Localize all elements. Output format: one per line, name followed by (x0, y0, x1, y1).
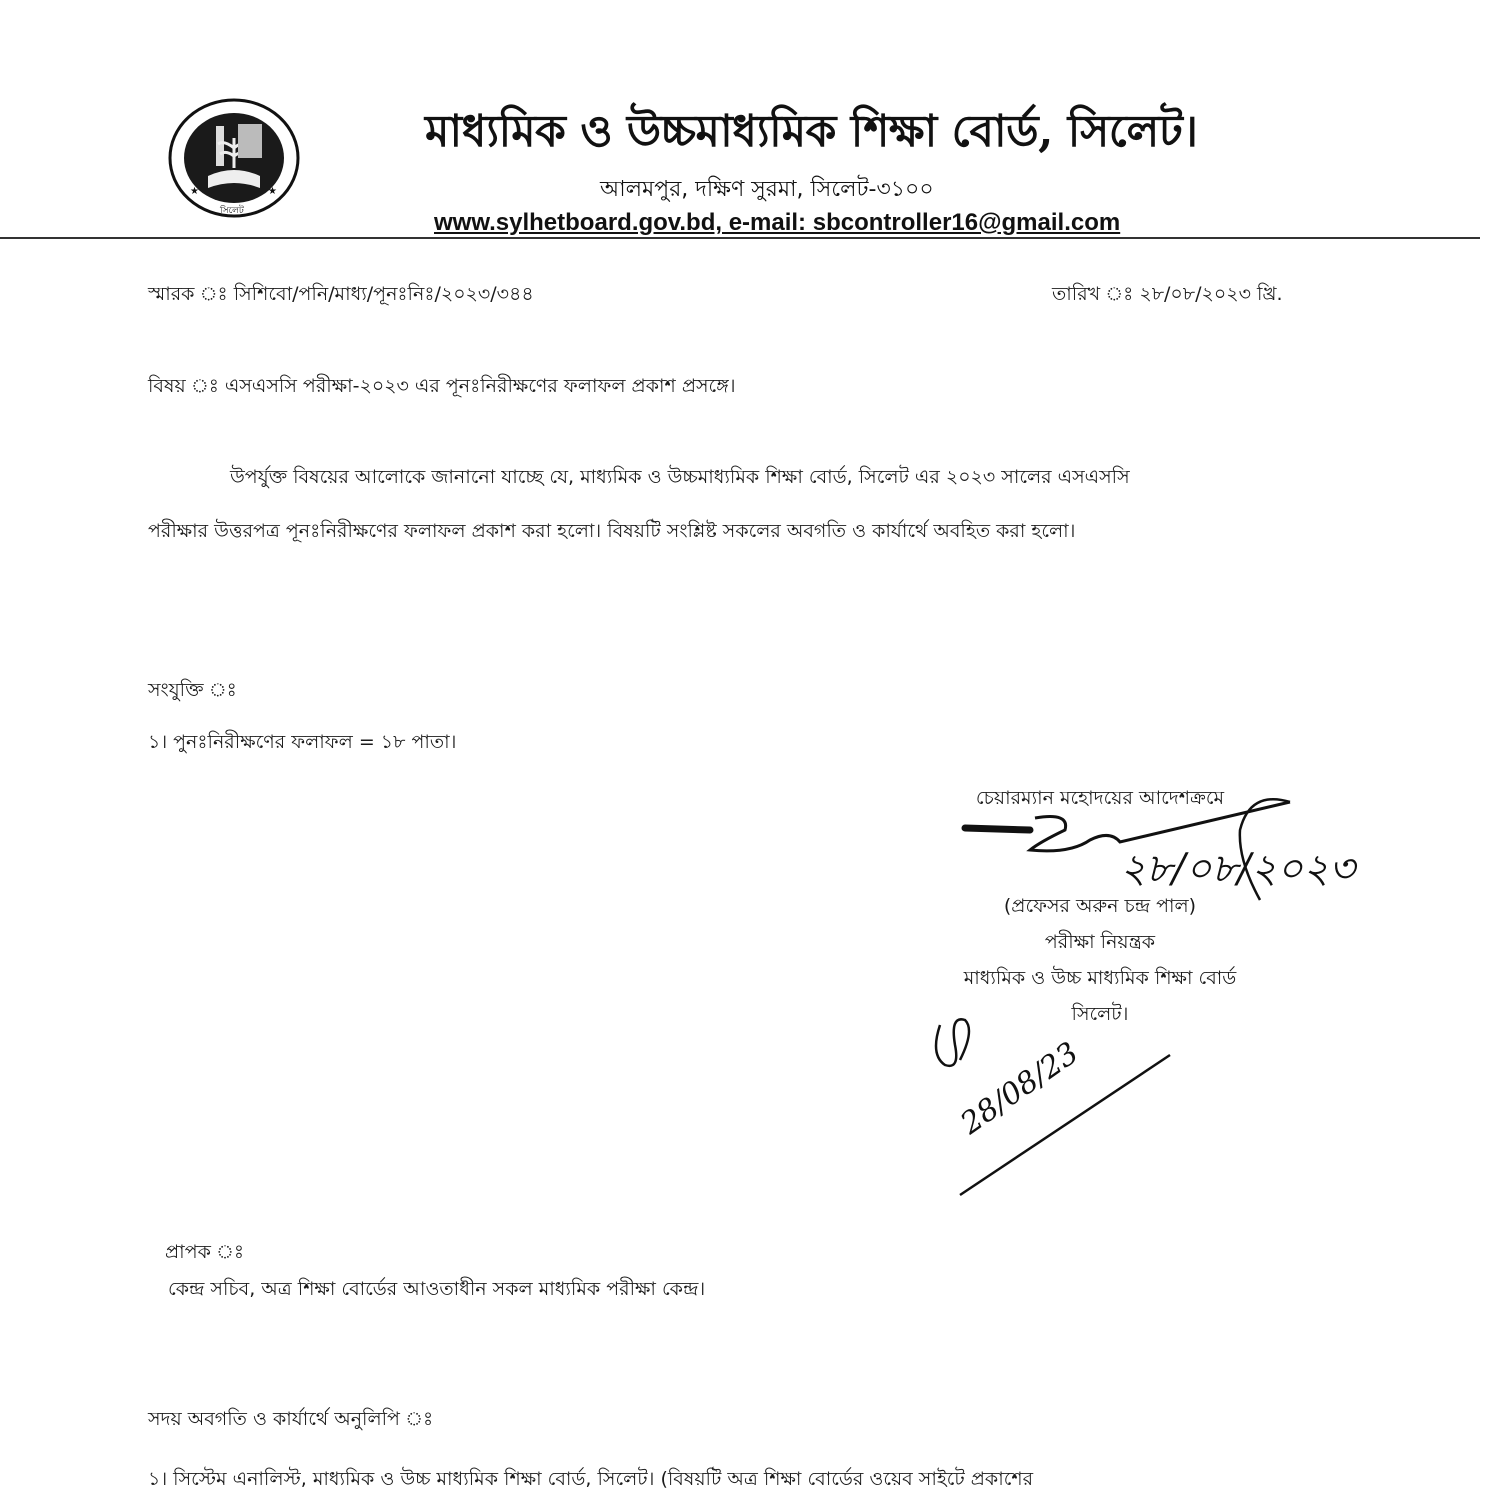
svg-text:★: ★ (190, 186, 199, 197)
by-order-text: চেয়ারম্যান মহোদয়ের আদেশক্রমে (975, 787, 1225, 809)
letterhead-title: মাধ্যমিক ও উচ্চমাধ্যমিক শিক্ষা বোর্ড, সিলেট। (425, 106, 1198, 157)
copy-item: ১। সিস্টেম এনালিস্ট, মাধ্যমিক ও উচ্চ মাধ্যমিক শিক্ষা বোর্ড, সিলেট। (বিষয়টি অত্র শিক্ষা বোর্ডের ওয়েব সাইটে প্রকাশের (148, 1468, 1034, 1490)
board-seal-logo (168, 98, 300, 218)
letterhead-contact[interactable]: www.sylhetboard.gov.bd, e-mail: sbcontroller16@gmail.com (434, 209, 1121, 236)
sylhet-board-seal-icon (168, 98, 300, 218)
body-paragraph-line-1: উপর্যুক্ত বিষয়ের আলোকে জানানো যাচ্ছে যে, মাধ্যমিক ও উচ্চমাধ্যমিক শিক্ষা বোর্ড, সিলেট এর ২০২৩ সালের এসএসসি (230, 466, 1130, 488)
signatory-organization: মাধ্যমিক ও উচ্চ মাধ্যমিক শিক্ষা বোর্ড (963, 967, 1237, 989)
recipient-item: কেন্দ্র সচিব, অত্র শিক্ষা বোর্ডের আওতাধীন সকল মাধ্যমিক পরীক্ষা কেন্দ্র। (168, 1278, 706, 1300)
svg-text:সিলেট: সিলেট (220, 206, 244, 216)
letterhead-address: আলমপুর, দক্ষিণ সুরমা, সিলেট-৩১০০ (600, 177, 934, 202)
signature-scribble-icon (960, 790, 1380, 910)
memo-reference: স্মারক ঃ সিশিবো/পনি/মাধ্য/পূনঃনিঃ/২০২৩/৩৪৪ (148, 283, 534, 305)
signatory-city: সিলেট। (1071, 1003, 1129, 1025)
subject-line: বিষয় ঃ এসএসসি পরীক্ষা-২০২৩ এর পূনঃনিরীক্ষণের ফলাফল প্রকাশ প্রসঙ্গে। (148, 375, 736, 397)
letterhead-divider (0, 237, 1480, 239)
svg-text:★: ★ (268, 186, 277, 197)
body-paragraph-line-2: পরীক্ষার উত্তরপত্র পূনঃনিরীক্ষণের ফলাফল প্রকাশ করা হলো। বিষয়টি সংশ্লিষ্ট সকলের অবগতি ও কার্যার্থে অবহিত করা হলো। (148, 520, 1076, 542)
attachments-heading: সংযুক্তি ঃ (148, 679, 237, 701)
signatory-name: (প্রফেসর অরুন চন্দ্র পাল) (1003, 895, 1197, 917)
recipients-heading: প্রাপক ঃ (165, 1241, 245, 1263)
attachment-item: ১। পুনঃনিরীক্ষণের ফলাফল = ১৮ পাতা। (148, 731, 457, 753)
handwritten-date: ২৮/০৮/২০২৩ (1120, 846, 1355, 892)
memo-date: তারিখ ঃ ২৮/০৮/২০২৩ খ্রি. (1052, 283, 1283, 305)
handwritten-initial (930, 1005, 1190, 1209)
initial-scribble-icon (930, 1005, 1190, 1205)
handwritten-signature (960, 790, 1380, 914)
signatory-designation: পরীক্ষা নিয়ন্ত্রক (1044, 931, 1156, 953)
copies-heading: সদয় অবগতি ও কার্যার্থে অনুলিপি ঃ (148, 1408, 434, 1430)
svg-text:28/08/23: 28/08/23 (954, 1035, 1085, 1142)
